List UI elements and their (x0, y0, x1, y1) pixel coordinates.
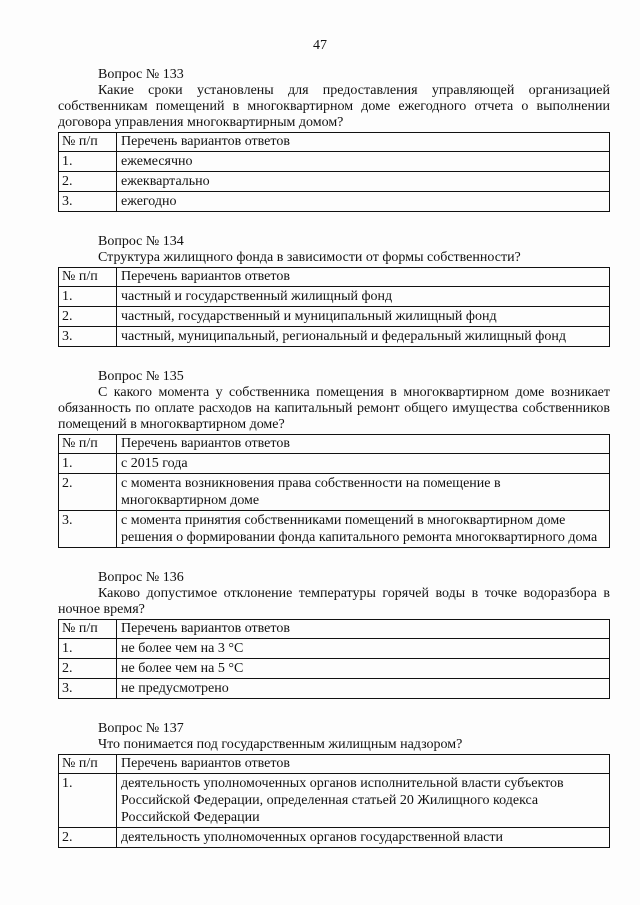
table-row (59, 828, 610, 848)
answer-number: 3. (59, 679, 117, 699)
question-title: Вопрос № 135 (98, 369, 184, 384)
answers-table (58, 132, 610, 212)
answer-number: 2. (59, 172, 117, 192)
column-header-answers: Перечень вариантов ответов (117, 755, 610, 774)
table-header-row (59, 268, 610, 287)
answer-number: 1. (59, 152, 117, 172)
answer-number: 1. (59, 454, 117, 474)
answer-text: частный и государственный жилищный фонд (117, 287, 610, 307)
answer-number: 3. (59, 192, 117, 212)
answer-number: 2. (59, 828, 117, 848)
question-block (58, 233, 610, 347)
answer-number: 1. (59, 639, 117, 659)
answer-number: 2. (59, 474, 117, 511)
table-header-row (59, 133, 610, 152)
column-header-number: № п/п (59, 268, 117, 287)
answers-table (58, 434, 610, 548)
page-number: 47 (313, 38, 327, 53)
question-block (58, 368, 610, 548)
table-row (59, 774, 610, 828)
table-row (59, 679, 610, 699)
table-header-row (59, 435, 610, 454)
question-title: Вопрос № 134 (98, 234, 184, 249)
answer-text: с 2015 года (117, 454, 610, 474)
column-header-number: № п/п (59, 755, 117, 774)
answer-text: с момента принятия собственниками помещений в многоквартирном доме решения о формировании фонда капитального ремонта многоквартирного дома (117, 511, 610, 548)
question-block (58, 66, 610, 212)
table-header-row (59, 620, 610, 639)
answers-table (58, 267, 610, 347)
table-row (59, 287, 610, 307)
table-header-row (59, 755, 610, 774)
column-header-answers: Перечень вариантов ответов (117, 268, 610, 287)
table-row (59, 639, 610, 659)
question-block (58, 569, 610, 699)
answer-number: 3. (59, 327, 117, 347)
table-row (59, 327, 610, 347)
answer-text: ежемесячно (117, 152, 610, 172)
table-row (59, 307, 610, 327)
column-header-number: № п/п (59, 133, 117, 152)
column-header-number: № п/п (59, 435, 117, 454)
table-row (59, 659, 610, 679)
question-text: С какого момента у собственника помещения в многоквартирном доме возникает обязанность по оплате расходов на капитальный ремонт общего имущества собственников помещений в многоквартирном доме? (58, 385, 610, 432)
column-header-answers: Перечень вариантов ответов (117, 435, 610, 454)
question-text: Что понимается под государственным жилищным надзором? (98, 737, 463, 752)
answers-table (58, 754, 610, 848)
answer-text: деятельность уполномоченных органов исполнительной власти субъектов Российской Федерации, определенная статьей 20 Жилищного кодекса Российской Федерации (117, 774, 610, 828)
answer-text: деятельность уполномоченных органов государственной власти (117, 828, 610, 848)
answer-number: 2. (59, 659, 117, 679)
answer-text: с момента возникновения права собственности на помещение в многоквартирном доме (117, 474, 610, 511)
table-row (59, 474, 610, 511)
answer-text: не предусмотрено (117, 679, 610, 699)
answer-text: частный, муниципальный, региональный и федеральный жилищный фонд (117, 327, 610, 347)
answer-text: не более чем на 5 °С (117, 659, 610, 679)
table-row (59, 152, 610, 172)
column-header-number: № п/п (59, 620, 117, 639)
question-text: Какие сроки установлены для предоставления управляющей организацией собственникам помещений в многоквартирном доме ежегодного отчета о выполнении договора управления многоквартирным домом? (58, 83, 610, 130)
question-title: Вопрос № 137 (98, 721, 184, 736)
answer-number: 1. (59, 774, 117, 828)
answer-text: ежеквартально (117, 172, 610, 192)
answer-text: ежегодно (117, 192, 610, 212)
question-text: Каково допустимое отклонение температуры горячей воды в точке водоразбора в ночное время? (58, 586, 610, 617)
question-block (58, 720, 610, 848)
questions-list (58, 66, 610, 869)
table-row (59, 172, 610, 192)
column-header-answers: Перечень вариантов ответов (117, 620, 610, 639)
column-header-answers: Перечень вариантов ответов (117, 133, 610, 152)
table-row (59, 511, 610, 548)
question-text: Структура жилищного фонда в зависимости от формы собственности? (98, 250, 521, 265)
answer-number: 3. (59, 511, 117, 548)
question-title: Вопрос № 133 (98, 67, 184, 82)
answer-text: не более чем на 3 °С (117, 639, 610, 659)
answer-text: частный, государственный и муниципальный жилищный фонд (117, 307, 610, 327)
answers-table (58, 619, 610, 699)
answer-number: 1. (59, 287, 117, 307)
answer-number: 2. (59, 307, 117, 327)
table-row (59, 454, 610, 474)
table-row (59, 192, 610, 212)
question-title: Вопрос № 136 (98, 570, 184, 585)
